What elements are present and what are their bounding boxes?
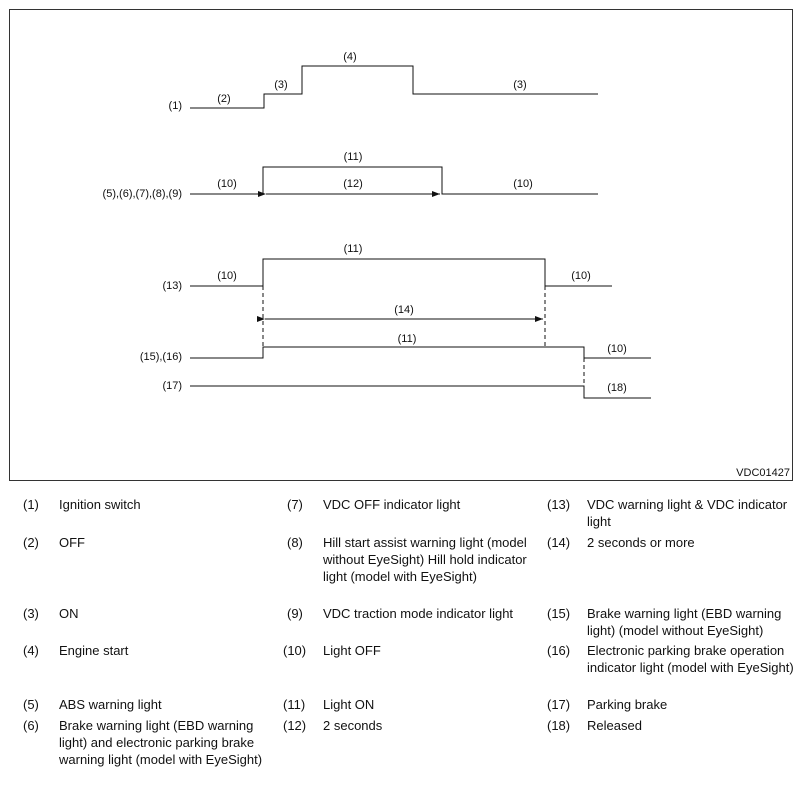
state-label-light-off-5: (10) bbox=[607, 343, 627, 355]
legend-num: (15) bbox=[547, 606, 571, 621]
legend-num: (6) bbox=[23, 718, 39, 733]
legend-num: (7) bbox=[287, 497, 303, 512]
legend-num: (3) bbox=[23, 606, 39, 621]
legend-num: (9) bbox=[287, 606, 303, 621]
legend-num: (13) bbox=[547, 497, 571, 512]
legend-text: VDC warning light & VDC indicator light bbox=[587, 497, 788, 529]
state-label-light-off-3: (10) bbox=[217, 270, 237, 282]
state-label-light-on-1: (11) bbox=[343, 151, 363, 163]
legend-text: 2 seconds bbox=[323, 718, 383, 733]
legend-num: (1) bbox=[23, 497, 39, 512]
figure-id: VDC01427 bbox=[736, 467, 790, 479]
legend-text: Light ON bbox=[323, 697, 375, 712]
legend-num: (17) bbox=[547, 697, 571, 712]
signal-label-vdc-warning: (13) bbox=[162, 280, 182, 292]
legend-text: VDC OFF indicator light bbox=[323, 497, 461, 512]
waveform-vdc-warning bbox=[190, 259, 612, 286]
legend-num: (10) bbox=[283, 643, 307, 658]
waveform-warning-lights bbox=[190, 167, 598, 194]
legend-num: (12) bbox=[283, 718, 307, 733]
state-label-light-off-4: (10) bbox=[571, 270, 591, 282]
legend-text: Parking brake bbox=[587, 697, 668, 712]
state-label-light-on-3: (11) bbox=[397, 333, 417, 345]
state-label-light-off-1: (10) bbox=[217, 178, 237, 190]
state-label-on-2: (3) bbox=[513, 79, 527, 91]
state-label-light-off-2: (10) bbox=[513, 178, 533, 190]
state-label-two-seconds-or-more: (14) bbox=[394, 304, 414, 316]
legend-text: OFF bbox=[59, 535, 85, 550]
legend-text: Ignition switch bbox=[59, 497, 141, 512]
legend-text: Hill start assist warning light (model without EyeSight) Hill hold indicator light (model with EyeSight) bbox=[323, 535, 527, 584]
legend-text: ON bbox=[59, 606, 79, 621]
state-label-released: (18) bbox=[607, 382, 627, 394]
signal-label-parking-brake: (17) bbox=[162, 380, 182, 392]
legend-text: 2 seconds or more bbox=[587, 535, 695, 550]
legend-text: Brake warning light (EBD warning light) and electronic parking brake warning light (model with EyeSight) bbox=[59, 718, 263, 767]
state-label-off: (2) bbox=[217, 93, 231, 105]
signal-label-ignition: (1) bbox=[168, 100, 182, 112]
legend-text: Engine start bbox=[59, 643, 129, 658]
legend-text: Released bbox=[587, 718, 642, 733]
waveform-ignition bbox=[190, 66, 598, 108]
legend-num: (11) bbox=[283, 697, 306, 712]
legend-num: (5) bbox=[23, 697, 39, 712]
waveform-parking-brake bbox=[190, 386, 651, 398]
legend-num: (18) bbox=[547, 718, 571, 733]
legend-text: Brake warning light (EBD warning light) (model without EyeSight) bbox=[587, 606, 782, 638]
legend-num: (4) bbox=[23, 643, 39, 658]
state-label-engine-start: (4) bbox=[343, 51, 357, 63]
signal-label-warning-lights: (5),(6),(7),(8),(9) bbox=[102, 188, 182, 200]
legend-text: Electronic parking brake operation indicator light (model with EyeSight) bbox=[587, 643, 794, 675]
waveform-brake-warning bbox=[190, 347, 651, 358]
state-label-light-on-2: (11) bbox=[343, 243, 363, 255]
legend-num: (14) bbox=[547, 535, 571, 550]
legend-num: (2) bbox=[23, 535, 39, 550]
legend-num: (8) bbox=[287, 535, 303, 550]
legend-text: VDC traction mode indicator light bbox=[323, 606, 514, 621]
signal-label-brake-warning: (15),(16) bbox=[139, 351, 182, 363]
legend-text: Light OFF bbox=[323, 643, 381, 658]
legend-num: (16) bbox=[547, 643, 571, 658]
state-label-on-1: (3) bbox=[274, 79, 288, 91]
state-label-two-seconds: (12) bbox=[343, 178, 363, 190]
legend-text: ABS warning light bbox=[59, 697, 162, 712]
